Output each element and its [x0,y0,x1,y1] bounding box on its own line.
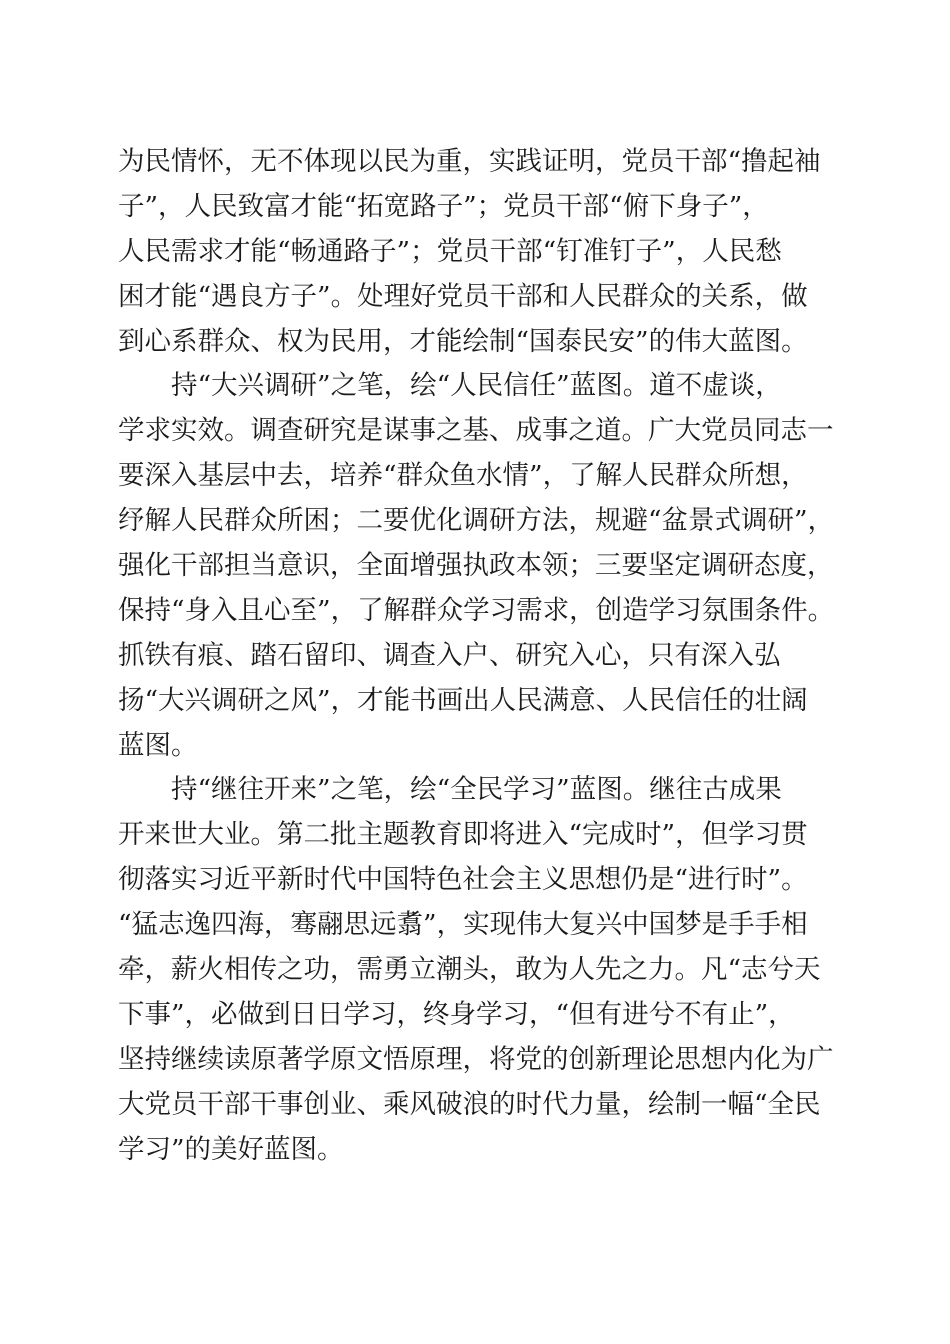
text-line: 持“继往开来”之笔，绘“全民学习”蓝图。继往古成果 [171,774,782,806]
paragraph-3 [118,768,838,1172]
text-line: 保持“身入且心至”，了解群众学习需求，创造学习氛围条件。 [118,594,835,626]
text-line: 到心系群众、权为民用，才能绘制“国泰民安”的伟大蓝图。 [118,325,808,357]
text-line: “猛志逸四海，骞翮思远翥”，实现伟大复兴中国梦是手手相 [118,909,808,941]
text-line: 学求实效。调查研究是谋事之基、成事之道。广大党员同志一 [118,415,834,447]
text-line: 困才能“遇良方子”。处理好党员干部和人民群众的关系，做 [118,280,808,312]
text-line: 学习”的美好蓝图。 [118,1133,344,1165]
text-line: 开来世大业。第二批主题教育即将进入“完成时”，但学习贯 [118,819,808,851]
text-line: 人民需求才能“畅通路子”；党员干部“钉准钉子”，人民愁 [118,235,782,267]
text-line: 纾解人民群众所困；二要优化调研方法，规避“盆景式调研”， [118,505,835,537]
paragraph-1 [118,140,838,364]
text-line: 强化干部担当意识，全面增强执政本领；三要坚定调研态度， [118,550,834,582]
paragraph-2 [118,364,838,768]
text-line: 坚持继续读原著学原文悟原理，将党的创新理论思想内化为广 [118,1043,834,1075]
text-line: 牵，薪火相传之功，需勇立潮头，敢为人先之力。凡“志兮天 [118,954,821,986]
text-line: 要深入基层中去，培养“群众鱼水情”，了解人民群众所想， [118,460,808,492]
text-line: 彻落实习近平新时代中国特色社会主义思想仍是“进行时”。 [118,864,808,896]
text-line: 蓝图。 [118,729,198,761]
text-line: 为民情怀，无不体现以民为重，实践证明，党员干部“撸起袖 [118,146,821,177]
body-text [118,140,838,1172]
text-line: 子”，人民致富才能“拓宽路子”；党员干部“俯下身子”， [118,190,769,222]
text-line: 持“大兴调研”之笔，绘“人民信任”蓝图。道不虚谈， [171,370,782,402]
text-line: 抓铁有痕、踏石留印、调查入户、研究入心，只有深入弘 [118,639,781,671]
text-line: 大党员干部干事创业、乘风破浪的时代力量，绘制一幅“全民 [118,1088,821,1120]
text-line: 下事”，必做到日日学习，终身学习，“但有进兮不有止”， [118,998,795,1030]
text-line: 扬“大兴调研之风”，才能书画出人民满意、人民信任的壮阔 [118,684,808,716]
